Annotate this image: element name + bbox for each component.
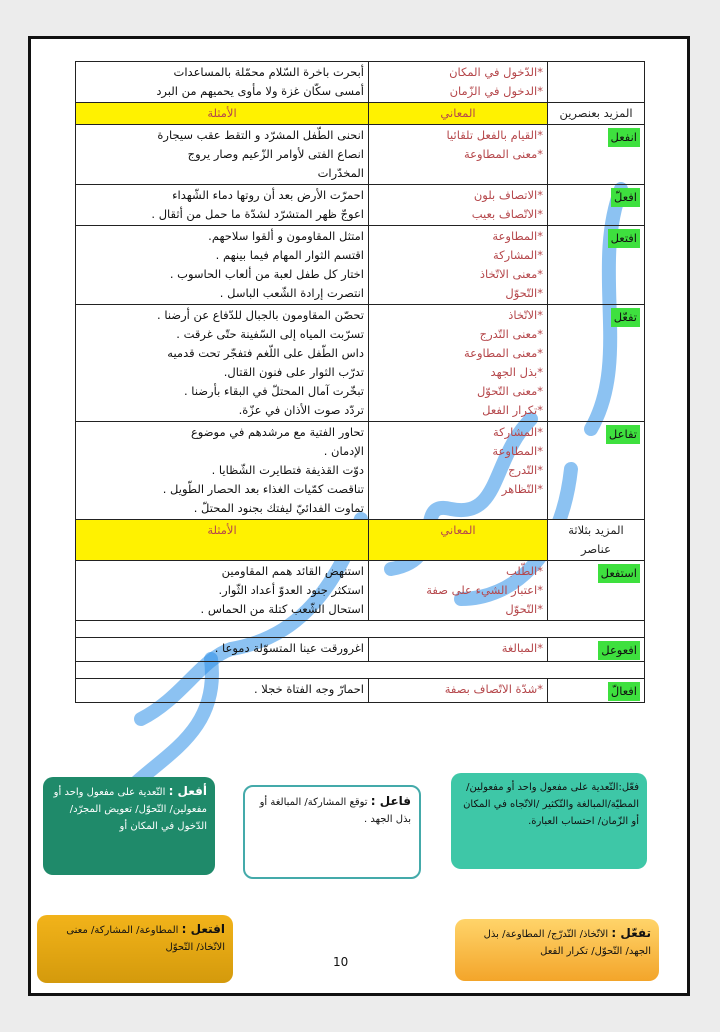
table-row <box>76 185 645 226</box>
example-line: اختار كل طفل لعبة من ألعاب الحاسوب . <box>169 267 364 281</box>
header-verb <box>548 520 645 561</box>
header-meaning-text: المعاني <box>440 523 476 537</box>
meaning-line: *المطاوعة <box>492 229 543 243</box>
verb-cell <box>548 185 645 226</box>
table-row <box>76 422 645 520</box>
verb-cell <box>548 226 645 305</box>
meaning-line: *التّحوّل <box>505 286 543 300</box>
note-afal <box>43 777 215 875</box>
example-line: تماوت الفدائيّ ليفتك بجنود المحتلّ . <box>193 501 364 515</box>
example-line: انصاع الفتى لأوامر الزّعيم وصار يروج <box>187 147 364 161</box>
meaning-cell <box>369 62 548 103</box>
header-meaning <box>369 520 548 561</box>
example-line: تردّد صوت الأذان في عزّة. <box>238 403 364 417</box>
example-line: انتصرت إرادة الشّعب الباسل . <box>219 286 364 300</box>
example-line: استحال الشّعب كتلة من الحماس . <box>200 602 364 616</box>
example-cell <box>76 185 369 226</box>
meaning-line: *المطاوعة <box>492 444 543 458</box>
example-line: تحصّن المقاومون بالجبال للدّفاع عن أرضنا . <box>157 308 364 322</box>
meaning-line: *الطّلب <box>506 564 543 578</box>
document-page <box>28 36 690 996</box>
meaning-cell <box>369 679 548 703</box>
meaning-cell <box>369 125 548 185</box>
example-cell <box>76 226 369 305</box>
example-cell <box>76 679 369 703</box>
verb-cell <box>548 305 645 422</box>
example-line: اقتسم الثوار المهام فيما بينهم . <box>215 248 364 262</box>
meaning-line: *شدّة الاتّصاف بصفة <box>444 682 543 696</box>
table-row <box>76 125 645 185</box>
verb-label: استفعل <box>598 564 640 583</box>
verb-cell <box>548 679 645 703</box>
example-line: تسرّبت المياه إلى السّفينة حتّى غرقت . <box>176 327 364 341</box>
meaning-line: *القيام بالفعل تلقائيا <box>446 128 543 142</box>
table-row <box>76 638 645 662</box>
meaning-cell <box>369 561 548 621</box>
example-line: انحنى الطّفل المشرّد و التقط عقب سيجارة <box>157 128 364 142</box>
example-line: دوّت القذيفة فتطايرت الشّظايا . <box>211 463 364 477</box>
meaning-cell <box>369 185 548 226</box>
meaning-line: *الاتّخاذ <box>508 308 543 322</box>
header-meaning <box>369 103 548 125</box>
header-row <box>76 520 645 561</box>
example-line: تحاور الفتية مع مرشدهم في موضوع <box>190 425 364 439</box>
note-faal2-text: فعّل:التّعدية على مفعول واحد أو مفعولين/ المطيّة/المبالغة والتّكثير /الاتّجاه في المكان أو الزّمان/ احتساب العبارة. <box>463 782 639 827</box>
example-line: داس الطّفل على اللّغم فتفجّر تحت قدميه <box>167 346 364 360</box>
meaning-line: *الاتّصاف بعيب <box>471 207 543 221</box>
note-faal2 <box>451 773 647 869</box>
note-faal-text: توقع المشاركة/ المبالغة أو بذل الجهد . <box>259 797 411 825</box>
meaning-cell <box>369 638 548 662</box>
meaning-line: *تكرار الفعل <box>482 403 543 417</box>
table-row <box>76 226 645 305</box>
meaning-line: *معنى المطاوعة <box>463 346 543 360</box>
example-line: تبخّرت آمال المحتلّ في البقاء بأرضنا . <box>184 384 364 398</box>
example-cell <box>76 638 369 662</box>
example-cell <box>76 62 369 103</box>
example-cell <box>76 305 369 422</box>
meaning-line: *الاتصاف بلون <box>473 188 543 202</box>
header-example-text: الأمثلة <box>207 523 237 537</box>
meaning-line: *معنى المطاوعة <box>463 147 543 161</box>
derived-verbs-table <box>75 61 645 703</box>
verb-cell <box>548 422 645 520</box>
note-tafaal <box>455 919 659 981</box>
header-verb-text: المزيد بعنصرين <box>559 106 633 120</box>
row-spacer <box>76 662 645 679</box>
note-tafaal-head: تفعّل : <box>611 926 651 940</box>
example-cell <box>76 125 369 185</box>
table-row <box>76 62 645 103</box>
verb-label: انفعل <box>608 128 640 147</box>
meaning-line: *معنى التّحوّل <box>476 384 543 398</box>
verb-label: افعلّ <box>611 188 640 207</box>
verb-label: افعالّ <box>608 682 640 701</box>
example-line: تناقصت كمّيات الغذاء بعد الحصار الطّويل . <box>162 482 364 496</box>
verb-label: تفاعل <box>606 425 640 444</box>
header-meaning-text: المعاني <box>440 106 476 120</box>
meaning-line: *المبالغة <box>501 641 543 655</box>
meaning-line: *الدّخول في المكان <box>449 65 543 79</box>
meaning-line: *التّدرج <box>508 463 543 477</box>
meaning-line: *معنى التّدرج <box>479 327 543 341</box>
example-cell <box>76 561 369 621</box>
verb-cell <box>548 62 645 103</box>
meaning-line: *التّحوّل <box>505 602 543 616</box>
meaning-line: *المشاركة <box>492 248 543 262</box>
example-line: اغرورقت عينا المتسوّلة دموعا . <box>214 641 364 655</box>
verb-label: افتعل <box>608 229 640 248</box>
table-row <box>76 561 645 621</box>
example-cell <box>76 422 369 520</box>
meaning-line: *الدخول في الزّمان <box>449 84 543 98</box>
meaning-line: *معنى الاتّخاذ <box>479 267 543 281</box>
row-spacer <box>76 621 645 638</box>
meaning-cell <box>369 422 548 520</box>
example-line: اعوجّ ظهر المتشرّد لشدّة ما حمل من أثقال . <box>151 207 364 221</box>
table-row <box>76 305 645 422</box>
example-line: الإدمان . <box>323 444 364 458</box>
verb-cell <box>548 125 645 185</box>
example-line: امتثل المقاومون و ألقوا سلاحهم. <box>208 229 364 243</box>
meaning-cell <box>369 226 548 305</box>
note-iftaal-text: المطاوعة/ المشاركة/ معنى الاتّخاذ/ التّحوّل <box>66 925 225 953</box>
verb-label: افعوعل <box>598 641 640 660</box>
page-number: 10 <box>333 955 349 969</box>
header-example <box>76 103 369 125</box>
note-faal <box>243 785 421 879</box>
note-afal-head: أفعل : <box>168 784 207 798</box>
note-iftaal <box>37 915 233 983</box>
example-line: استكثر جنود العدوّ أعداد الثّوار. <box>218 583 364 597</box>
example-line: استنهض القائد همم المقاومين <box>221 564 364 578</box>
example-line: أبحرت باخرة السّلام محمّلة بالمساعدات <box>173 65 364 79</box>
header-row <box>76 103 645 125</box>
meaning-line: *اعتبار الشيء على صفة <box>426 583 543 597</box>
meaning-line: *المشاركة <box>492 425 543 439</box>
note-afal-text: التّعدية على مفعول واحد أو مفعولين/ التّحوّل/ تعويض المجرّد/ الدّخول في المكان أو <box>53 787 207 832</box>
note-faal-head: فاعل : <box>370 794 411 808</box>
example-line: تدرّب الثوار على فنون القتال. <box>223 365 364 379</box>
verb-cell <box>548 638 645 662</box>
example-line: أمسى سكّان غزة ولا مأوى يحميهم من البرد <box>156 84 364 98</box>
note-tafaal-text: الاتّخاذ/ التّدرّج/ المطاوعة/ بذل الجهد/ التّحوّل/ تكرار الفعل <box>483 929 651 957</box>
meaning-line: *التّظاهر <box>501 482 543 496</box>
meaning-line: *بذل الجهد <box>490 365 543 379</box>
example-line: المخدّرات <box>317 166 364 180</box>
verb-cell <box>548 561 645 621</box>
example-line: احمرّت الأرض بعد أن روتها دماء الشّهداء <box>172 188 364 202</box>
verb-label: تفعّل <box>611 308 640 327</box>
header-example-text: الأمثلة <box>207 106 237 120</box>
note-iftaal-head: افتعل : <box>181 922 225 936</box>
header-verb-text: المزيد بثلاثة عناصر <box>568 523 624 556</box>
example-line: احمارّ وجه الفتاة خجلا . <box>253 682 364 696</box>
table-row <box>76 679 645 703</box>
header-example <box>76 520 369 561</box>
header-verb <box>548 103 645 125</box>
meaning-cell <box>369 305 548 422</box>
